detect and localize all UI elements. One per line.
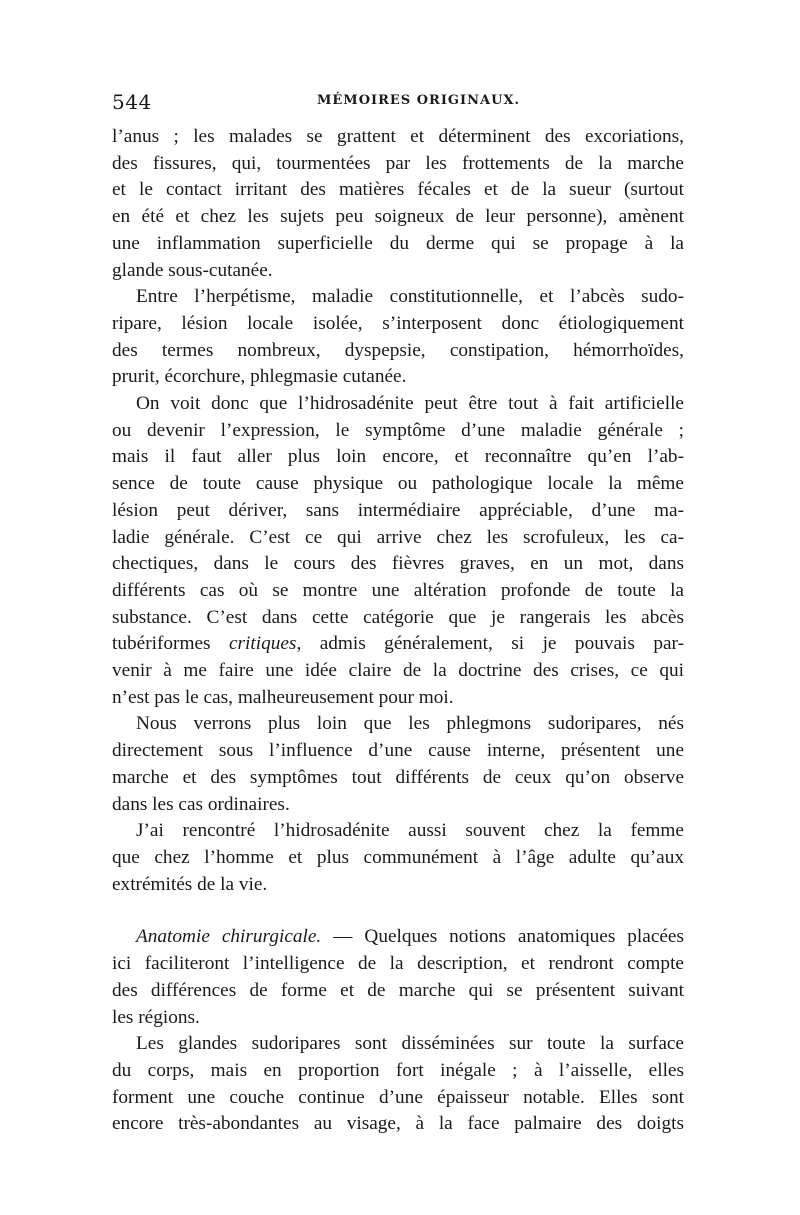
text-line: du corps, mais en proportion fort inégale ; à l’aisselle, elles — [112, 1059, 684, 1081]
paragraph — [112, 818, 684, 898]
text-line: tubériformes critiques, admis généralement, si je pouvais par- — [112, 633, 684, 655]
section-gap — [112, 898, 684, 924]
text-line: ici faciliteront l’intelligence de la description, et rendront compte — [112, 953, 684, 975]
text-line: glande sous-cutanée. — [112, 259, 273, 281]
text-line: des différences de forme et de marche qui se présentent suivant — [112, 979, 684, 1001]
text-line: n’est pas le cas, malheureusement pour moi. — [112, 686, 454, 708]
paragraph — [112, 284, 684, 391]
text-line: prurit, écorchure, phlegmasie cutanée. — [112, 366, 407, 388]
text-line: venir à me faire une idée claire de la doctrine des crises, ce qui — [112, 660, 684, 682]
italic-text: critiques — [228, 633, 297, 655]
text-line: sence de toute cause physique ou pathologique locale la même — [112, 473, 684, 495]
text-line: une inflammation superficielle du derme qui se propage à la — [112, 232, 684, 254]
text-line: Les glandes sudoripares sont disséminées sur toute la surface — [136, 1033, 684, 1055]
text-line: Anatomie chirurgicale. — Quelques notions anatomiques placées — [136, 926, 684, 948]
text-line: forment une couche continue d’une épaisseur notable. Elles sont — [112, 1086, 684, 1108]
document-page — [112, 90, 684, 1138]
text-line: ripare, lésion locale isolée, s’interposent donc étiologiquement — [112, 312, 684, 334]
text-line: ou devenir l’expression, le symptôme d’une maladie générale ; — [112, 419, 684, 441]
text-line: chectiques, dans le cours des fièvres graves, en un mot, dans — [112, 553, 684, 575]
text-line: ladie générale. C’est ce qui arrive chez les scrofuleux, les ca- — [112, 526, 684, 548]
text-line: lésion peut dériver, sans intermédiaire appréciable, d’une ma- — [112, 499, 684, 521]
text-line: encore très-abondantes au visage, à la face palmaire des doigts — [112, 1113, 684, 1135]
text-line: mais il faut aller plus loin encore, et reconnaître qu’en l’ab- — [112, 446, 684, 468]
paragraph — [112, 124, 684, 284]
text-line: Entre l’herpétisme, maladie constitutionnelle, et l’abcès sudo- — [136, 286, 684, 308]
text-line: Nous verrons plus loin que les phlegmons sudoripares, nés — [136, 713, 684, 735]
text-line: des termes nombreux, dyspepsie, constipation, hémorrhoïdes, — [112, 339, 684, 361]
text-line: différents cas où se montre une altération profonde de toute la — [112, 579, 684, 601]
text-line: substance. C’est dans cette catégorie que je rangerais les abcès — [112, 606, 684, 628]
italic-text: Anatomie chirurgicale. — [136, 926, 322, 948]
text-line: On voit donc que l’hidrosadénite peut être tout à fait artificielle — [136, 393, 684, 415]
paragraph — [112, 391, 684, 711]
text-line: en été et chez les sujets peu soigneux de leur personne), amènent — [112, 206, 684, 228]
text-line: l’anus ; les malades se grattent et déterminent des excoriations, — [112, 126, 684, 147]
text-line: J’ai rencontré l’hidrosadénite aussi souvent chez la femme — [136, 820, 684, 842]
paragraph — [112, 1031, 684, 1138]
text-line: extrémités de la vie. — [112, 873, 268, 895]
text-line: des fissures, qui, tourmentées par les frottements de la marche — [112, 152, 684, 174]
running-title: MÉMOIRES ORIGINAUX. — [317, 93, 521, 108]
text-line: que chez l’homme et plus communément à l’âge adulte qu’aux — [112, 846, 684, 868]
text-line: les régions. — [112, 1006, 200, 1028]
section-paragraph — [112, 924, 684, 1031]
page-header — [112, 90, 684, 118]
text-line: directement sous l’influence d’une cause interne, présentent une — [112, 740, 684, 762]
page-number: 544 — [112, 90, 152, 114]
text-line: dans les cas ordinaires. — [112, 793, 290, 815]
text-line: marche et des symptômes tout différents de ceux qu’on observe — [112, 766, 684, 788]
text-line: et le contact irritant des matières fécales et de la sueur (surtout — [112, 179, 684, 201]
paragraph — [112, 711, 684, 818]
